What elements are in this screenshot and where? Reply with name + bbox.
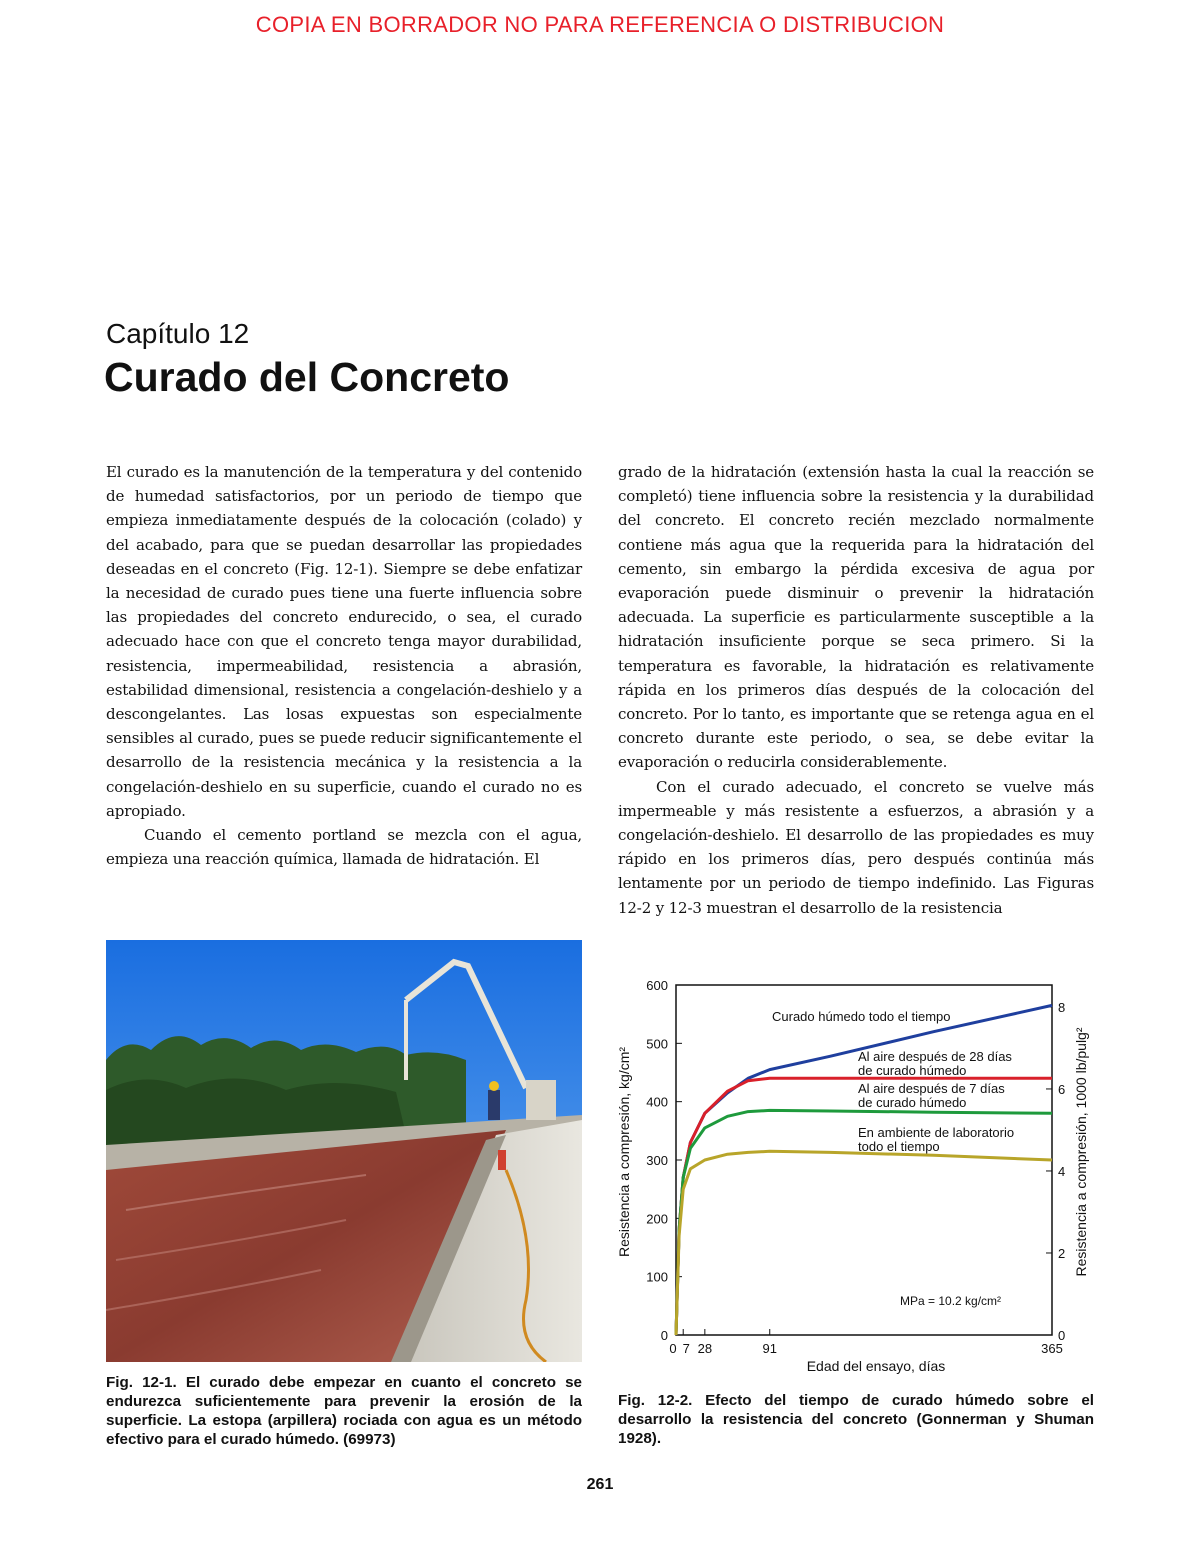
y-tick-label-left: 200: [646, 1211, 668, 1227]
chart-annotation: MPa = 10.2 kg/cm²: [900, 1294, 1002, 1308]
y-tick-label-left: 400: [646, 1094, 668, 1110]
plot-frame: [676, 985, 1052, 1335]
x-tick-label: 91: [762, 1341, 777, 1356]
page-number: 261: [586, 1476, 614, 1493]
paragraph: Con el curado adecuado, el concreto se vuelve más impermeable y más resistente a esfuerzos, a abrasión y a congelación-deshielo. El desarrollo de las propiedades es muy rápido en los primeros días, pero después continúa más lentamente por un periodo de tiempo indefinido. Las Figuras 12-2 y 12-3 muestran el desarrollo de la resistencia: [618, 777, 1094, 917]
y-tick-label-right: 6: [1058, 1081, 1066, 1097]
y-axis-title-left: Resistencia a compresión, kg/cm²: [616, 1046, 632, 1258]
body-column-left: [106, 460, 582, 871]
y-tick-label-right: 4: [1058, 1163, 1066, 1179]
x-tick-label: 7: [682, 1341, 690, 1356]
x-axis-title: Edad del ensayo, días: [806, 1358, 946, 1374]
y-axis-title-right: Resistencia a compresión, 1000 lb/pulg²: [1073, 1027, 1089, 1277]
y-tick-label-left: 100: [646, 1269, 668, 1285]
draft-watermark: COPIA EN BORRADOR NO PARA REFERENCIA O DISTRIBUCION: [255, 12, 945, 37]
figure-2-caption: Fig. 12-2. Efecto del tiempo de curado húmedo sobre el desarrollo la resistencia del concreto (Gonnerman y Shuman 1928).: [618, 1392, 1094, 1447]
chapter-number: Capítulo 12: [106, 318, 250, 349]
x-tick-label: 28: [697, 1341, 713, 1356]
paragraph: grado de la hidratación (extensión hasta la cual la reacción se completó) tiene influencia sobre la resistencia y la durabilidad del concreto. El concreto recién mezclado normalmente contiene más agua que la requerida para la hidratación del cemento, sin embargo la pérdida excesiva de agua por evaporación puede disminuir o prevenir la hidratación adecuada. La superficie es particularmente susceptible a la hidratación insuficiente porque se seca primero. Si la temperatura es favorable, la hidratación es relativamente rápida en los primeros días después de la colocación del concreto. Por lo tanto, es importante que se retenga agua en el concreto durante este periodo, o sea, se debe evitar la evaporación o reducirla considerablemente.: [618, 463, 1094, 772]
y-tick-label-right: 2: [1058, 1245, 1066, 1261]
y-tick-label-left: 600: [646, 978, 668, 993]
y-tick-label-left: 300: [646, 1153, 668, 1168]
paragraph: Cuando el cemento portland se mezcla con el agua, empieza una reacción química, llamada de hidratación. El: [106, 826, 582, 869]
series-label: Al aire después de 7 días de curado húmedo: [858, 1081, 1005, 1110]
series-label: En ambiente de laboratorio todo el tiempo: [858, 1125, 1015, 1154]
x-tick-label: 365: [1041, 1341, 1063, 1356]
chapter-title: Curado del Concreto: [104, 354, 510, 400]
series-label: Al aire después de 28 días de curado húmedo: [858, 1049, 1012, 1078]
y-tick-label-left: 0: [660, 1328, 668, 1343]
body-column-right: [618, 460, 1094, 920]
y-tick-label-right: 8: [1058, 999, 1066, 1015]
y-tick-label-right: 0: [1058, 1328, 1066, 1343]
curing-photo: [106, 940, 582, 1362]
paragraph: El curado es la manutención de la temperatura y del contenido de humedad satisfactorios, por un periodo de tiempo que empieza inmediatamente después de la colocación (colado) y del acabado, para que se puedan desarrollar las propiedades deseadas en el concreto (Fig. 12-1). Siempre se debe enfatizar la necesidad de curado pues tiene una fuerte influencia sobre las propiedades del concreto endurecido, o sea, el curado adecuado hace con que el concreto tenga mayor durabilidad, resistencia, impermeabilidad, resistencia a abrasión, estabilidad dimensional, resistencia a congelación-deshielo y a descongelantes. Las losas expuestas son especialmente sensibles al curado, pues se puede reducir significantemente el desarrollo de la resistencia mecánica y la resistencia a la congelación-deshielo en su superficie, cuando el curado no es apropiado.: [106, 463, 582, 820]
figure-1-caption: Fig. 12-1. El curado debe empezar en cuanto el concreto se endurezca suficientemente para prevenir la erosión de la superficie. La estopa (arpillera) rociada con agua es un método efectivo para el curado húmedo. (69973): [106, 1374, 582, 1448]
y-tick-label-left: 500: [646, 1036, 668, 1052]
series-label: Curado húmedo todo el tiempo: [772, 1009, 951, 1024]
x-tick-label: 0: [669, 1341, 677, 1356]
strength-chart: [612, 975, 1102, 1375]
